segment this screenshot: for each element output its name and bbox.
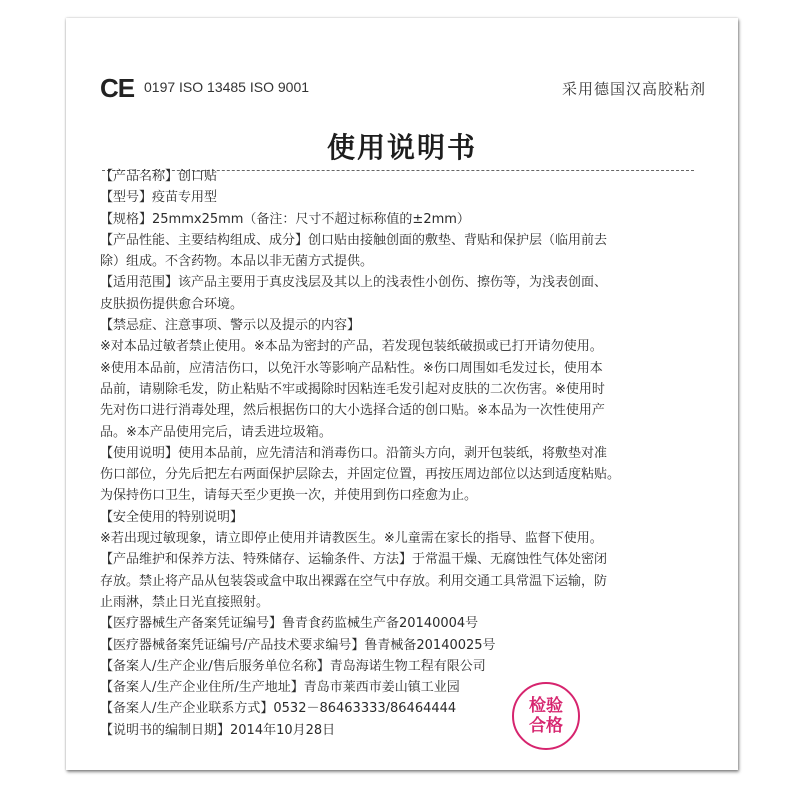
instruction-line: 品前，请剔除毛发，防止粘贴不牢或揭除时因粘连毛发引起对皮肤的二次伤害。※使用时 (100, 381, 605, 397)
instruction-sheet (66, 18, 738, 770)
instruction-line: 伤口部位，分先后把左右两面保护层除去，并固定位置，再按压周边部位以达到适度粘贴。 (100, 467, 621, 483)
instruction-line: ※若出现过敏现象，请立即停止使用并请教医生。※儿童需在家长的指导、监督下使用。 (100, 531, 603, 547)
instruction-line: 皮肤损伤提供愈合环境。 (100, 296, 244, 312)
instruction-line: 止雨淋，禁止日光直接照射。 (100, 594, 270, 610)
instruction-line: ※使用本品前，应清洁伤口，以免汗水等影响产品粘性。※伤口周围如毛发过长，使用本 (100, 360, 603, 376)
instruction-line: 【产品性能、主要结构组成、成分】创口贴由接触创面的敷垫、背贴和保护层（临用前去 (100, 232, 608, 248)
instruction-line: 为保持伤口卫生，请每天至少更换一次，并使用到伤口痊愈为止。 (100, 488, 478, 504)
instruction-line: 先对伤口进行消毒处理，然后根据伤口的大小选择合适的创口贴。※本品为一次性使用产 (100, 403, 605, 419)
instruction-line: 【使用说明】使用本品前，应先清洁和消毒伤口。沿箭头方向，剥开包装纸，将敷垫对准 (100, 445, 608, 461)
ce-mark-logo: CE (100, 73, 135, 103)
instruction-line: 存放。禁止将产品从包装袋或盒中取出裸露在空气中存放。利用交通工具常温下运输，防 (100, 573, 608, 589)
instruction-line: ※对本品过敏者禁止使用。※本品为密封的产品，若发现包装纸破损或已打开请勿使用。 (100, 339, 603, 355)
instruction-line: 【产品名称】创口贴 (100, 169, 218, 184)
adhesive-note: 采用德国汉高胶粘剂 (561, 80, 706, 98)
instruction-line: 【型号】疫苗专用型 (100, 190, 218, 206)
instruction-line: 【备案人/生产企业联系方式】0532－86463333/86464444 (100, 701, 457, 717)
instruction-line: 【医疗器械备案凭证编号/产品技术要求编号】鲁青械备20140025号 (100, 637, 496, 653)
instruction-line: 【安全使用的特别说明】 (100, 509, 244, 525)
instruction-line: 除）组成。不含药物。本品以非无菌方式提供。 (100, 254, 374, 270)
document-title: 使用说明书 (326, 131, 477, 164)
certification-numbers: 0197 ISO 13485 ISO 9001 (144, 79, 310, 95)
instruction-line: 【医疗器械生产备案凭证编号】鲁青食药监械生产备20140004号 (100, 616, 479, 632)
instruction-line: 【规格】25mmx25mm（备注：尺寸不超过标称值的±2mm） (100, 211, 470, 227)
sheet-header (98, 73, 722, 103)
instruction-line: 【说明书的编制日期】2014年10月28日 (100, 722, 336, 738)
instruction-line: 【备案人/生产企业住所/生产地址】青岛市莱西市姜山镇工业园 (100, 680, 460, 696)
instruction-line: 【备案人/生产企业/售后服务单位名称】青岛海诺生物工程有限公司 (100, 658, 486, 674)
instruction-line: 【产品维护和保养方法、特殊储存、运输条件、方法】于常温干燥、无腐蚀性气体处密闭 (100, 552, 608, 568)
stamp-line-1: 检验 (529, 696, 563, 716)
instruction-line: 品。※本产品使用完后，请丢进垃圾箱。 (100, 424, 332, 440)
instruction-line: 【禁忌症、注意事项、警示以及提示的内容】 (100, 318, 361, 334)
inspection-passed-stamp (512, 682, 580, 750)
instruction-line: 【适用范围】该产品主要用于真皮浅层及其以上的浅表性小创伤、擦伤等，为浅表创面、 (100, 275, 608, 291)
instruction-body (100, 166, 708, 741)
stamp-line-2: 合格 (529, 716, 563, 736)
